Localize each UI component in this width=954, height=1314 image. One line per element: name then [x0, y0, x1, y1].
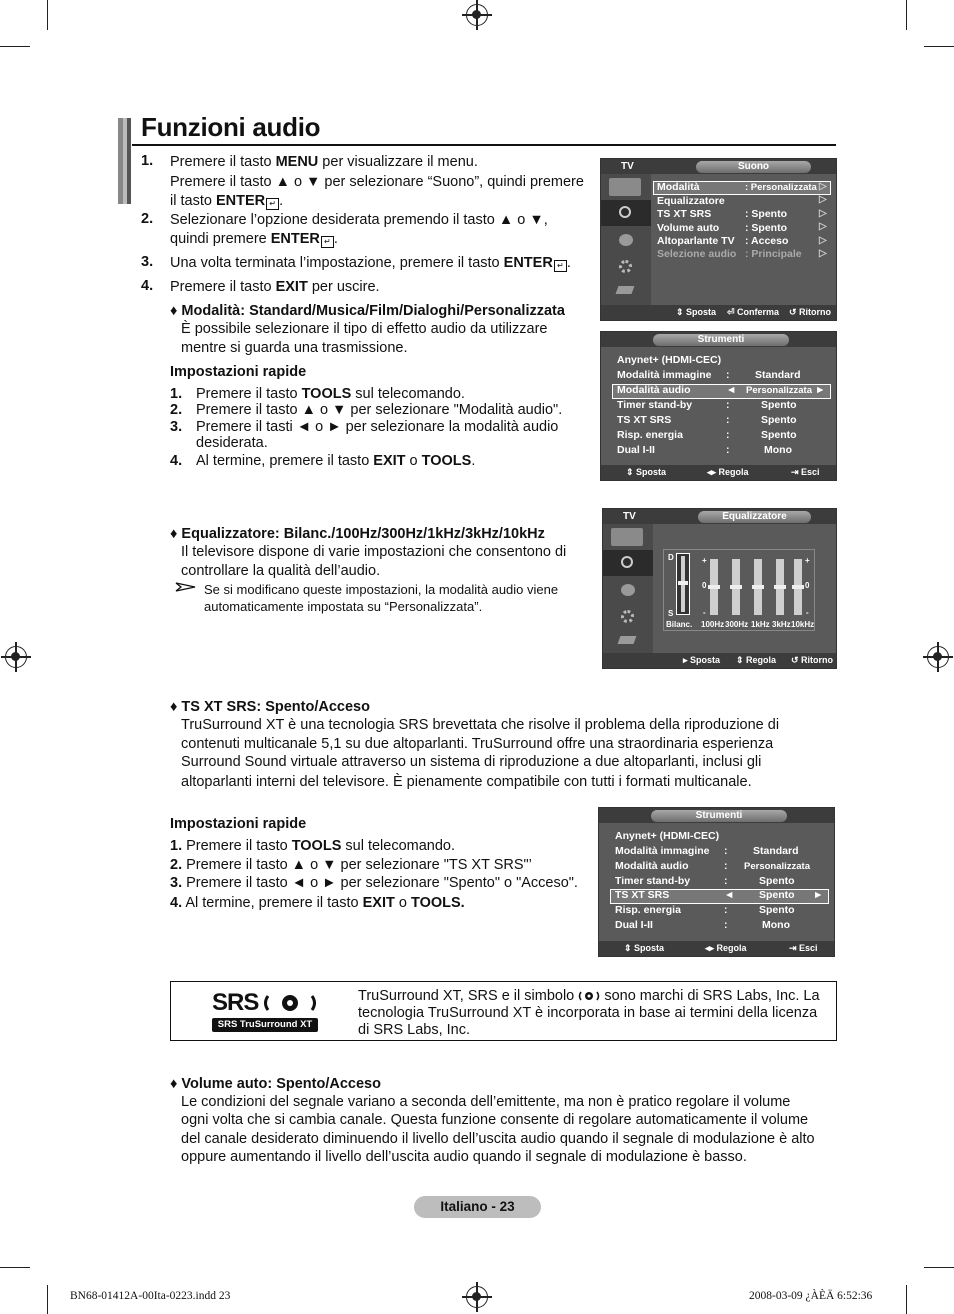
osd-row-label[interactable]: Modalità immagine: [615, 845, 710, 857]
tsxt-text: altoparlanti interni del televisore. È pienamente compatibile con tutti i formati multicanale.: [181, 774, 752, 790]
equalizer-text: controllare la qualità dell’audio.: [181, 563, 381, 579]
eq-slider-1khz[interactable]: [754, 559, 762, 615]
osd-hint: ▸ Sposta: [683, 655, 721, 665]
osd-row-label[interactable]: Risp. energia: [615, 904, 681, 916]
osd-tools-menu: [598, 807, 835, 957]
osd-row-label[interactable]: TS XT SRS: [615, 889, 670, 901]
equalizer-panel: [663, 549, 815, 631]
registration-mark-icon: [5, 646, 27, 668]
modalita-text: mentre si guarda una trasmissione.: [181, 340, 408, 356]
osd-header: [601, 159, 836, 174]
channel-icon: [609, 232, 641, 250]
picture-icon: [611, 528, 643, 546]
osd-row-label[interactable]: Selezione audio: [657, 248, 737, 260]
osd-row-label[interactable]: Dual I-II: [615, 919, 653, 931]
print-footer-right: 2008-03-09 ¿ÀÈÄ 6:52:36: [749, 1290, 873, 1302]
osd-tab-suono: Suono: [696, 161, 811, 173]
osd-header: [599, 808, 834, 823]
step-number: 4.: [141, 278, 154, 294]
quick-step: desiderata.: [196, 435, 268, 451]
osd-row-value: Personalizzata: [744, 861, 810, 872]
crop-mark: [47, 1285, 48, 1314]
balance-slider[interactable]: [676, 553, 690, 615]
srs-symbol-icon: [264, 993, 316, 1011]
srs-text: tecnologia TruSurround XT è incorporata in base ai termini della licenza: [358, 1005, 818, 1021]
page-number-badge: Italiano - 23: [414, 1196, 541, 1218]
quick-step: 1. Premere il tasto TOOLS sul telecomando.: [170, 386, 465, 402]
osd-sound-menu: [600, 158, 837, 321]
osd-row-label[interactable]: Altoparlante TV: [657, 235, 735, 247]
srs-trademark-box: [170, 981, 837, 1041]
osd-row-value: Mono: [762, 919, 790, 931]
osd-row-value: Spento: [759, 875, 795, 887]
osd-row-colon: :: [724, 875, 728, 887]
sound-icon: [603, 550, 653, 576]
osd-row-label[interactable]: Modalità audio: [615, 860, 689, 872]
osd-row-value: Spento: [761, 429, 797, 441]
osd-row-value: : Principale: [745, 248, 802, 260]
volume-text: Le condizioni del segnale variano a seconda dell’emittente, ma non è pratico regolare il volume: [181, 1094, 791, 1110]
title-decoration: [118, 118, 132, 204]
tsxt-text: TruSurround XT è una tecnologia SRS brevettata che risolve il problema della riproduzione di: [181, 717, 780, 733]
equalizer-note: automaticamente impostata su “Personalizzata”.: [204, 599, 483, 614]
osd-header: [601, 332, 836, 347]
osd-right-arrows-icon: ▷ ▷ ▷ ▷ ▷ ▷: [819, 181, 827, 260]
modalita-heading: ♦ Modalità: Standard/Musica/Film/Dialoghi/Personalizzata: [170, 303, 565, 319]
osd-row-label[interactable]: Anynet+ (HDMI-CEC): [615, 830, 720, 842]
srs-text: TruSurround XT, SRS e il simbolo sono marchi di SRS Labs, Inc. La: [358, 987, 820, 1007]
quick-step: 1. Premere il tasto TOOLS sul telecomando.: [170, 838, 456, 854]
crop-mark: [0, 46, 30, 47]
volume-heading: ♦ Volume auto: Spento/Acceso: [170, 1076, 381, 1092]
eq-band-label: 3kHz: [772, 620, 791, 629]
input-icon: [611, 632, 643, 650]
osd-sidebar: [601, 174, 651, 305]
registration-mark-icon: [466, 4, 488, 26]
tsxt-text: contenuti multicanale 5,1 su due altoparlanti. TruSurround offre una straordinaria esperienza: [181, 736, 774, 752]
step-1-line-2: Premere il tasto ▲ o ▼ per selezionare “Suono”, quindi premere: [170, 174, 584, 190]
osd-row-label[interactable]: Modalità: [657, 181, 700, 193]
osd-row-value: Spento: [759, 889, 795, 901]
eq-zero-label: 0: [805, 581, 810, 590]
osd-row-value: Standard: [753, 845, 799, 857]
osd-row-label[interactable]: Equalizzatore: [657, 195, 725, 207]
osd-left-arrow-icon: ◄: [724, 889, 735, 901]
step-2-line-1: Selezionare l’opzione desiderata premendo il tasto ▲ o ▼,: [170, 212, 548, 228]
osd-tab-equalizzatore: Equalizzatore: [698, 511, 811, 523]
channel-icon: [611, 582, 643, 600]
osd-row-label[interactable]: TS XT SRS: [657, 208, 712, 220]
step-number: 3.: [141, 254, 154, 270]
enter-icon: ↵: [321, 236, 334, 248]
osd-row-label[interactable]: Anynet+ (HDMI-CEC): [617, 354, 722, 366]
osd-row-value: : Acceso: [745, 235, 789, 247]
eq-band-label: 100Hz: [701, 620, 725, 629]
step-1-line-1: Premere il tasto MENU per visualizzare il menu.: [170, 154, 478, 170]
osd-row-value: : Spento: [745, 222, 787, 234]
osd-row-label[interactable]: Modalità audio: [617, 384, 691, 396]
osd-row-colon: :: [726, 369, 730, 381]
srs-text: di SRS Labs, Inc.: [358, 1022, 471, 1038]
eq-slider-100hz[interactable]: [710, 559, 718, 615]
osd-right-arrow-icon: ►: [815, 384, 826, 396]
osd-row-colon: :: [724, 919, 728, 931]
quick-step: 4. Al termine, premere il tasto EXIT o TOOLS.: [170, 453, 476, 469]
osd-row-value: Mono: [764, 444, 792, 456]
setup-icon: [611, 608, 643, 626]
balance-s-label: S: [668, 609, 674, 618]
tsxt-heading: ♦ TS XT SRS: Spento/Acceso: [170, 699, 370, 715]
eq-slider-300hz[interactable]: [732, 559, 740, 615]
osd-hint: ⇕ Sposta: [676, 307, 717, 317]
registration-mark-icon: [927, 646, 949, 668]
quick-step: 2. Premere il tasto ▲ o ▼ per selezionare "TS XT SRS"’: [170, 857, 532, 873]
eq-zero-label: 0: [702, 581, 707, 590]
osd-hint: ◂▸ Regola: [705, 943, 747, 953]
osd-row-value: Spento: [761, 414, 797, 426]
osd-row-colon: :: [726, 399, 730, 411]
picture-icon: [609, 178, 641, 196]
eq-band-label: 10kHz: [791, 620, 815, 629]
step-3-line-1: Una volta terminata l’impostazione, premere il tasto ENTER ↵ .: [170, 255, 571, 271]
osd-row-label[interactable]: Modalità immagine: [617, 369, 712, 381]
setup-icon: [609, 258, 641, 276]
note-arrow-icon: [175, 580, 197, 598]
page-title: Funzioni audio: [141, 112, 321, 142]
crop-mark: [906, 0, 907, 30]
step-1-line-3: il tasto ENTER ↵ .: [170, 193, 284, 209]
enter-icon: ↵: [266, 198, 279, 210]
quick-settings-heading: Impostazioni rapide: [170, 816, 307, 832]
volume-text: ogni volta che si cambia canale. Questa funzione consente di regolare automaticamente il volume: [181, 1112, 809, 1128]
quick-step: 4. Al termine, premere il tasto EXIT o TOOLS.: [170, 895, 465, 911]
eq-minus-label: -: [806, 608, 809, 617]
quick-step: 2. Premere il tasto ▲ o ▼ per selezionare "Modalità audio".: [170, 402, 563, 418]
equalizer-note: Se si modificano queste impostazioni, la modalità audio viene: [204, 582, 559, 597]
osd-hint: ⏎ Conferma: [727, 307, 780, 317]
input-icon: [609, 282, 641, 300]
osd-hint: ◂▸ Regola: [707, 467, 749, 477]
step-number: 2.: [141, 211, 154, 227]
osd-row-label[interactable]: Volume auto: [657, 222, 720, 234]
tsxt-text: Surround Sound virtuale attraverso un sistema di riproduzione a due altoparlanti, inclusi gli: [181, 754, 762, 770]
osd-hint: ↺ Ritorno: [789, 307, 832, 317]
step-number: 1.: [141, 153, 154, 169]
eq-band-label: 1kHz: [751, 620, 770, 629]
osd-row-value: : Personalizzata: [745, 182, 817, 193]
osd-row-value: Spento: [759, 904, 795, 916]
osd-row-value: Personalizzata: [746, 385, 812, 396]
osd-row-colon: :: [726, 414, 730, 426]
osd-tab-strumenti: Strumenti: [653, 334, 789, 346]
osd-footer: [599, 941, 834, 956]
osd-row-value: : Spento: [745, 208, 787, 220]
osd-row-colon: :: [724, 904, 728, 916]
eq-plus-label: +: [805, 556, 810, 565]
srs-logo-subtitle: SRS TruSurround XT: [212, 1018, 318, 1032]
quick-step: 3. Premere il tasto ◄ o ► per selezionare "Spento" o "Acceso".: [170, 875, 578, 891]
osd-tab-strumenti: Strumenti: [651, 810, 787, 822]
balance-d-label: D: [668, 553, 674, 562]
osd-hint: ⇕ Sposta: [626, 467, 667, 477]
quick-step: 3. Premere il tasti ◄ o ► per selezionare la modalità audio: [170, 419, 559, 435]
volume-text: oppure aumentando il livello dell’uscita audio quando il segnale di modulazione è basso.: [181, 1149, 747, 1165]
osd-hint: ⇕ Regola: [736, 655, 777, 665]
step-4-line-1: Premere il tasto EXIT per uscire.: [170, 279, 380, 295]
print-footer-left: BN68-01412A-00Ita-0223.indd 23: [70, 1290, 231, 1302]
osd-footer: [601, 465, 836, 480]
srs-logo: [212, 991, 319, 1033]
osd-row-value: Standard: [755, 369, 801, 381]
modalita-text: È possibile selezionare il tipo di effetto audio da utilizzare: [181, 321, 548, 337]
osd-row-label[interactable]: Risp. energia: [617, 429, 683, 441]
srs-logo-text: SRS: [212, 989, 259, 1016]
osd-source-label: TV: [623, 511, 636, 522]
equalizer-text: Il televisore dispone di varie impostazioni che consentono di: [181, 544, 567, 560]
crop-mark: [0, 1267, 30, 1268]
osd-equalizer-menu: [602, 508, 837, 669]
osd-row-colon: :: [724, 845, 728, 857]
enter-icon: ↵: [554, 260, 567, 272]
equalizer-heading: ♦ Equalizzatore: Bilanc./100Hz/300Hz/1kHz/3kHz/10kHz: [170, 526, 545, 542]
osd-row-label[interactable]: Dual I-II: [617, 444, 655, 456]
quick-settings-heading: Impostazioni rapide: [170, 364, 307, 380]
osd-row-label[interactable]: Timer stand-by: [615, 875, 691, 887]
osd-header: [603, 509, 836, 524]
osd-hint: ⇕ Sposta: [624, 943, 665, 953]
eq-band-label: 300Hz: [725, 620, 749, 629]
osd-row-value: Spento: [761, 399, 797, 411]
osd-row-label[interactable]: Timer stand-by: [617, 399, 693, 411]
registration-mark-icon: [466, 1286, 488, 1308]
osd-hint: ⇥ Esci: [791, 467, 820, 477]
eq-slider-3khz[interactable]: [776, 559, 784, 615]
osd-hint: ↺ Ritorno: [791, 655, 834, 665]
osd-row-colon: :: [724, 860, 728, 872]
step-2-line-2: quindi premere ENTER ↵ .: [170, 231, 338, 247]
osd-footer: [603, 653, 836, 668]
crop-mark: [924, 1267, 954, 1268]
osd-footer: [601, 305, 836, 320]
osd-right-arrow-icon: ►: [813, 889, 824, 901]
osd-sidebar: [603, 524, 653, 653]
osd-row-colon: :: [726, 429, 730, 441]
osd-source-label: TV: [621, 161, 634, 172]
crop-mark: [906, 1285, 907, 1314]
eq-band-label: Bilanc.: [666, 620, 693, 629]
eq-plus-label: +: [702, 556, 707, 565]
osd-tools-menu: [600, 331, 837, 481]
title-rule: [132, 144, 836, 146]
eq-minus-label: -: [703, 608, 706, 617]
sound-icon: [601, 200, 651, 226]
volume-text: del canale desiderato diminuendo il livello dell’uscita audio quando il segnale di modulazione è alto: [181, 1131, 815, 1147]
osd-row-colon: :: [726, 444, 730, 456]
osd-hint: ⇥ Esci: [789, 943, 818, 953]
crop-mark: [924, 46, 954, 47]
osd-row-label[interactable]: TS XT SRS: [617, 414, 672, 426]
osd-left-arrow-icon: ◄: [726, 384, 737, 396]
eq-slider-10khz[interactable]: [794, 559, 802, 615]
crop-mark: [47, 0, 48, 30]
